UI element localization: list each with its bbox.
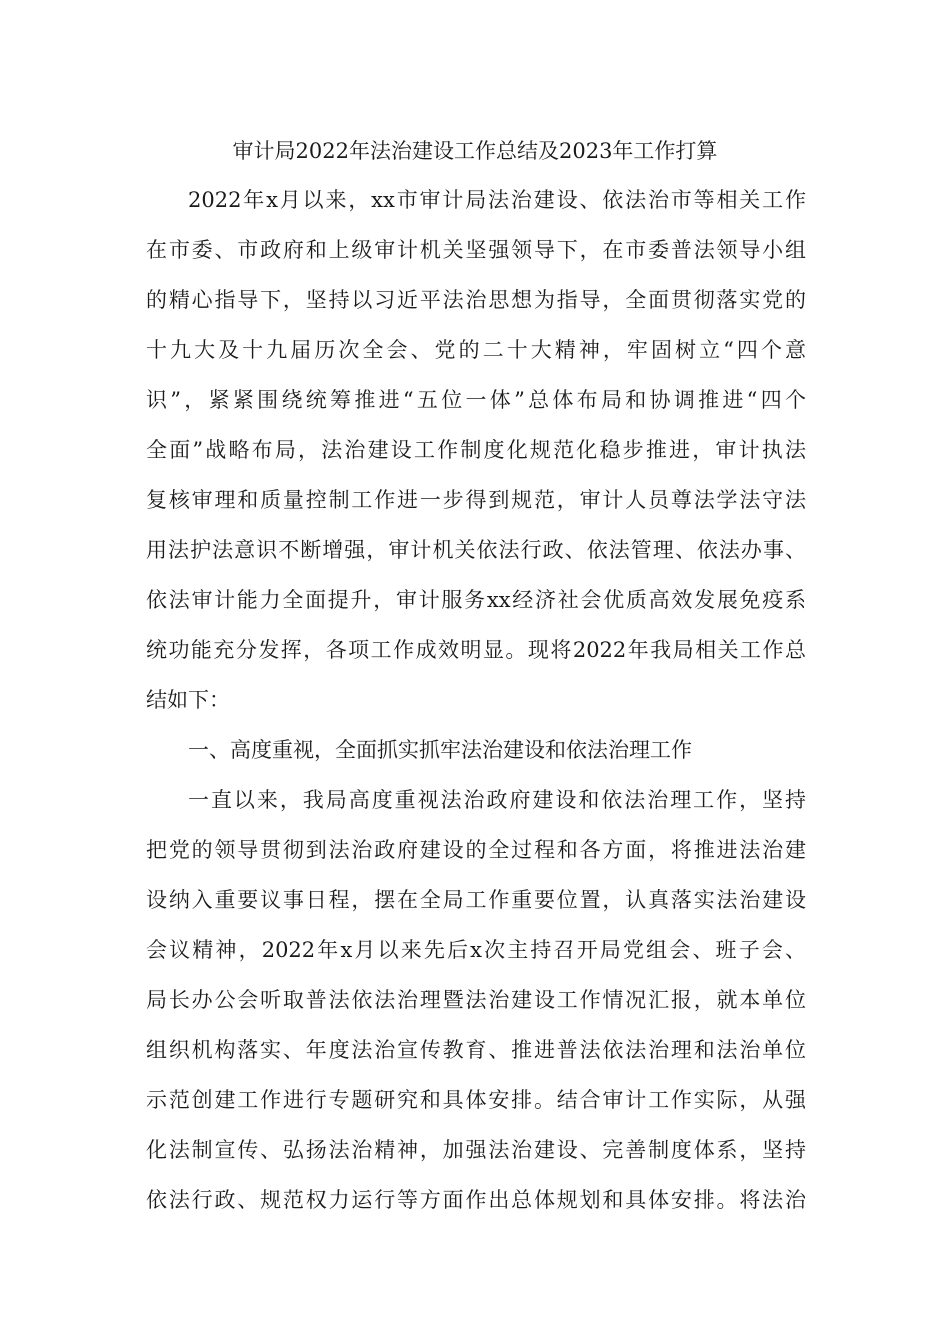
paragraph-1-line-4: 十九大及十九届历次全会、党的二十大精神，牢固树立“四个意: [146, 338, 806, 362]
paragraph-2-line-3: 设纳入重要议事日程，摆在全局工作重要位置，认真落实法治建设: [146, 888, 806, 912]
paragraph-1-line-3: 的精心指导下，坚持以习近平法治思想为指导，全面贯彻落实党的: [146, 288, 806, 312]
paragraph-1-line-11: 结如下：: [146, 688, 230, 712]
paragraph-2-line-2: 把党的领导贯彻到法治政府建设的全过程和各方面，将推进法治建: [146, 838, 806, 862]
paragraph-1-line-7: 复核审理和质量控制工作进一步得到规范，审计人员尊法学法守法: [146, 488, 806, 512]
paragraph-1-line-2: 在市委、市政府和上级审计机关坚强领导下，在市委普法领导小组: [146, 238, 806, 262]
paragraph-1-line-10: 统功能充分发挥，各项工作成效明显。现将2022年我局相关工作总: [146, 638, 806, 662]
section-1-heading: 一、高度重视，全面抓实抓牢法治建设和依法治理工作: [188, 738, 692, 762]
paragraph-1-line-1: 2022年x月以来，xx市审计局法治建设、依法治市等相关工作: [188, 188, 806, 212]
paragraph-2-line-5: 局长办公会听取普法依法治理暨法治建设工作情况汇报，就本单位: [146, 988, 806, 1012]
paragraph-2-line-1: 一直以来，我局高度重视法治政府建设和依法治理工作，坚持: [188, 788, 806, 812]
paragraph-2-line-8: 化法制宣传、弘扬法治精神，加强法治建设、完善制度体系，坚持: [146, 1138, 806, 1162]
paragraph-2-line-4: 会议精神，2022年x月以来先后x次主持召开局党组会、班子会、: [146, 938, 806, 962]
paragraph-1-line-6: 全面”战略布局，法治建设工作制度化规范化稳步推进，审计执法: [146, 438, 806, 462]
document-title: 审计局2022年法治建设工作总结及2023年工作打算: [232, 139, 718, 163]
paragraph-1-line-9: 依法审计能力全面提升，审计服务xx经济社会优质高效发展免疫系: [146, 588, 806, 612]
paragraph-2-line-6: 组织机构落实、年度法治宣传教育、推进普法依法治理和法治单位: [146, 1038, 806, 1062]
paragraph-2-line-7: 示范创建工作进行专题研究和具体安排。结合审计工作实际，从强: [146, 1088, 806, 1112]
paragraph-2-line-9: 依法行政、规范权力运行等方面作出总体规划和具体安排。将法治: [146, 1188, 806, 1212]
paragraph-1-line-5: 识”，紧紧围绕统筹推进“五位一体”总体布局和协调推进“四个: [146, 388, 806, 412]
paragraph-1-line-8: 用法护法意识不断增强，审计机关依法行政、依法管理、依法办事、: [146, 538, 806, 562]
